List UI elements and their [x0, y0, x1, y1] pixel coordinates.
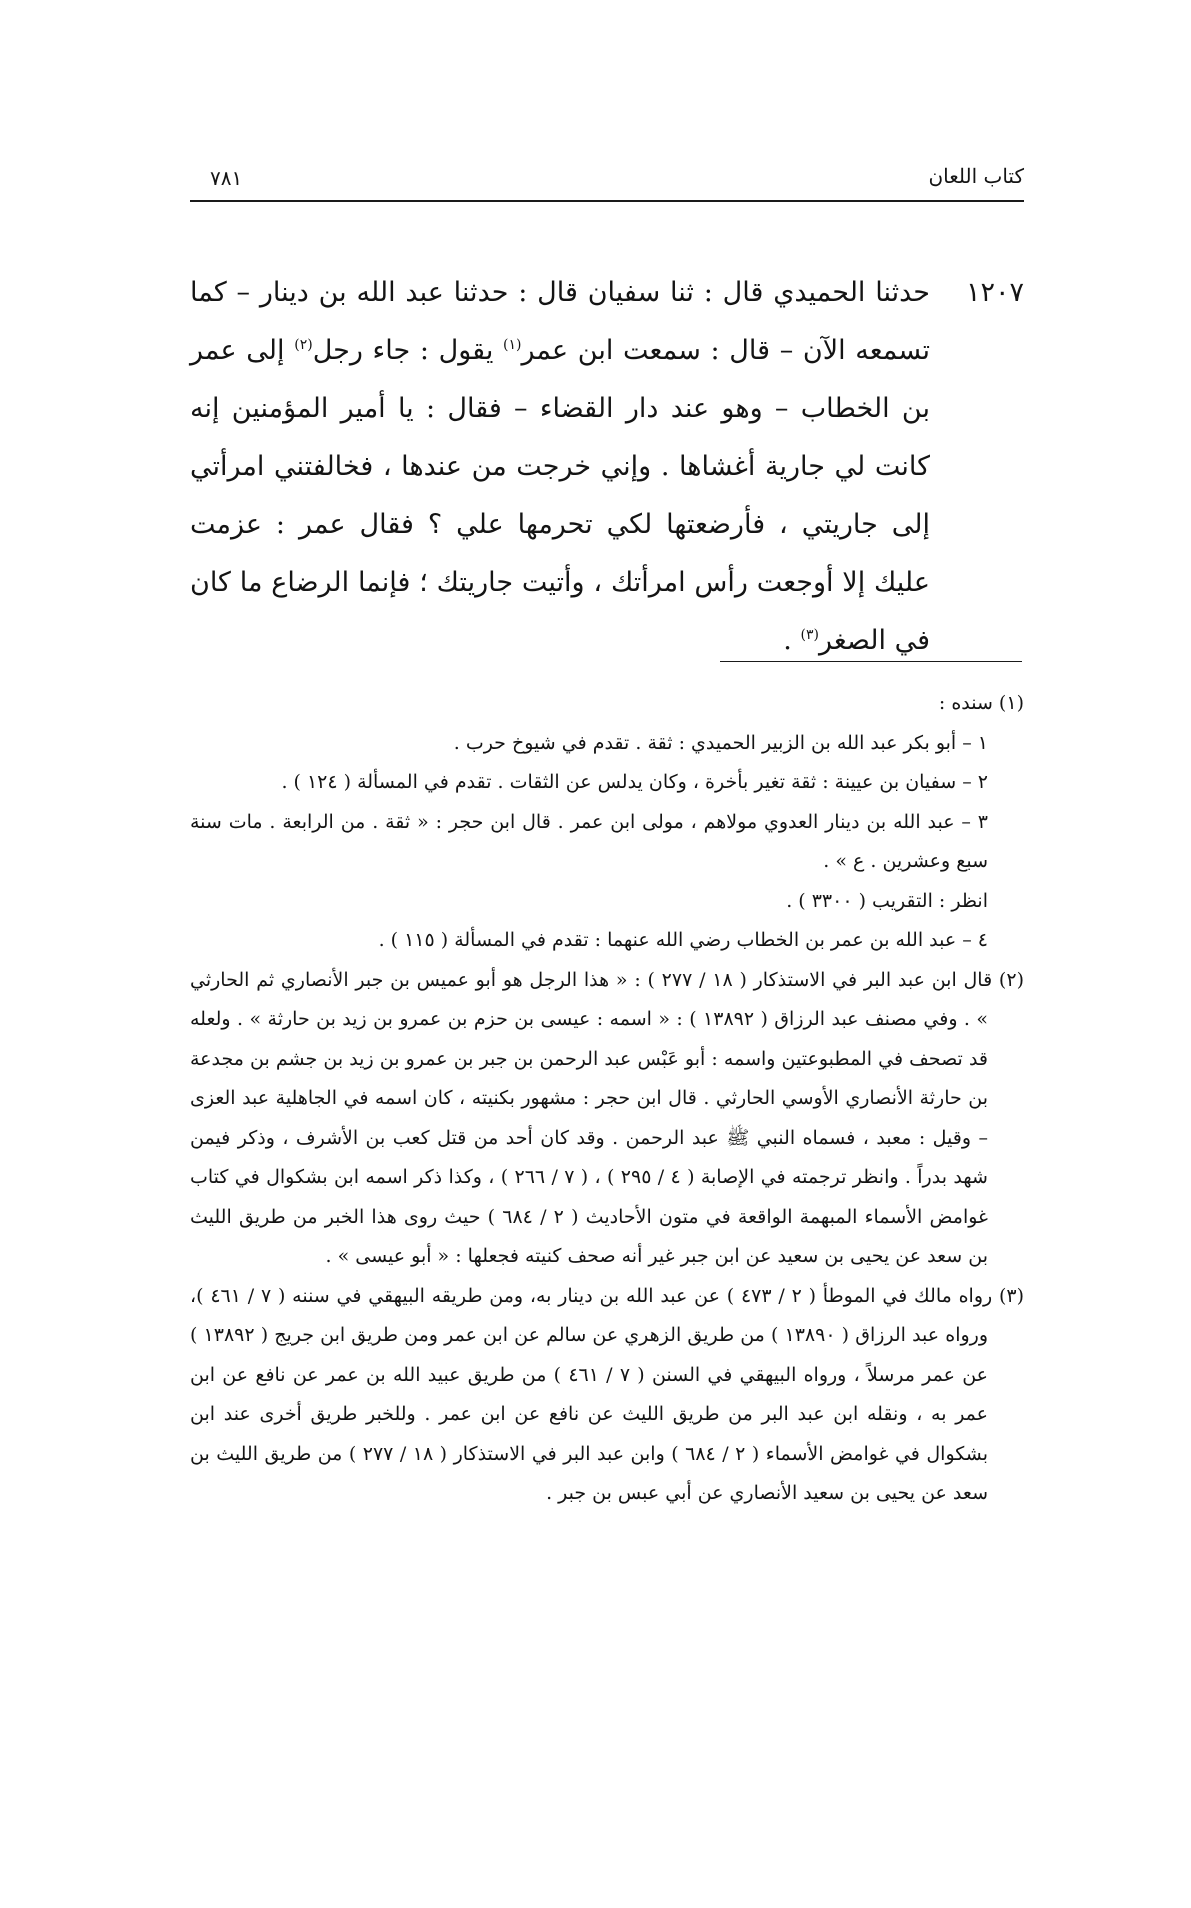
footnote-ref-3: (٣) — [800, 627, 819, 643]
footnotes — [190, 684, 1024, 1514]
hadith-text — [190, 264, 930, 670]
hadith-number: ١٢٠٧ — [965, 277, 1024, 308]
narrator-2: ٢ – سفيان بن عيينة : ثقة تغير بأخرة ، وكان يدلس عن الثقات . تقدم في المسألة ( ١٢٤ ) . — [281, 771, 988, 793]
page-header — [190, 160, 1024, 202]
narrator-1: ١ – أبو بكر عبد الله بن الزبير الحميدي : ثقة . تقدم في شيوخ حرب . — [453, 731, 988, 754]
page-number: ٧٨١ — [210, 166, 243, 190]
narrator-3: ٣ – عبد الله بن دينار العدوي مولاهم ، مولى ابن عمر . قال ابن حجر : « ثقة . من الرابعة . مات سنة سبع وعشرين . ع » . — [190, 810, 988, 872]
narrator-3-reference: انظر : التقريب ( ٣٣٠٠ ) . — [786, 889, 988, 912]
footnote-ref-1: (١) — [503, 337, 522, 353]
hadith-entry — [190, 264, 1024, 670]
footnote-2: (٢) قال ابن عبد البر في الاستذكار ( ١٨ / ٢٧٧ ) : « هذا الرجل هو أبو عميس بن جبر الأنصاري ثم الحارثي » . وفي مصنف عبد الرزاق ( ١٣٨٩٢ ) : « اسمه : عيسى بن حزم بن عمرو بن زيد بن حارثة » . ولعله قد تصحف في المطبوعتين واسمه : أبو عَبْس عبد الرحمن بن جبر بن عمرو بن زيد بن جشم بن مجدعة بن حارثة الأنصاري الأوسي الحارثي . قال ابن حجر : مشهور بكنيته ، كان اسمه في الجاهلية عبد العزى – وقيل : معبد ، فسماه النبي ﷺ عبد الرحمن . وقد كان أحد من قتل كعب بن الأشرف ، وذكر فيمن شهد بدراً . وانظر ترجمته في الإصابة ( ٤ / ٢٩٥ ) ، ( ٧ / ٢٦٦ ) ، وكذا ذكر اسمه ابن بشكوال في كتاب غوامض الأسماء المبهمة الواقعة في متون الأحاديث ( ٢ / ٦٨٤ ) حيث روى هذا الخبر من طريق الليث بن سعد عن يحيى بن سعيد عن ابن جبر غير أنه صحف كنيته فجعلها : « أبو عيسى » . — [190, 968, 1024, 1267]
footnote-1 — [190, 684, 1024, 961]
footnote-1-title: (١) سنده : — [938, 692, 1024, 714]
footnote-divider — [720, 661, 1022, 662]
footnote-ref-2: (٢) — [294, 337, 313, 353]
footnote-3: (٣) رواه مالك في الموطأ ( ٢ / ٤٧٣ ) عن عبد الله بن دينار به، ومن طريقه البيهقي في سننه ( ٧ / ٤٦١ )، ورواه عبد الرزاق ( ١٣٨٩٠ ) من طريق الزهري عن سالم عن ابن عمر ومن طريق ابن جريج ( ١٣٨٩٢ ) عن عمر مرسلاً ، ورواه البيهقي في السنن ( ٧ / ٤٦١ ) من طريق عبيد الله بن عمر عن نافع عن ابن عمر به ، ونقله ابن عبد البر من طريق الليث عن نافع عن ابن عمر . وللخبر طريق أخرى عند ابن بشكوال في غوامض الأسماء ( ٢ / ٦٨٤ ) وابن عبد البر في الاستذكار ( ١٨ / ٢٧٧ ) من طريق الليث بن سعد عن يحيى بن سعيد الأنصاري عن أبي عبس بن جبر . — [190, 1284, 1025, 1504]
hadith-text-part: إلى عمر بن الخطاب – وهو عند دار القضاء – فقال : يا أمير المؤمنين إنه كانت لي جارية أغشاها . وإني خرجت من عندها ، فخالفتني امرأتي إلى جاريتي ، فأرضعتها لكي تحرمها علي ؟ فقال عمر : عزمت عليك إلا أوجعت رأس امرأتك ، وأتيت جاريتك ؛ فإنما الرضاع ما كان في الصغر — [190, 335, 930, 656]
hadith-text-part: حدثنا الحميدي قال : ثنا سفيان قال : حدثنا عبد الله بن دينار – كما تسمعه الآن – قال : سمعت ابن عمر — [190, 277, 930, 366]
narrator-4: ٤ – عبد الله بن عمر بن الخطاب رضي الله عنهما : تقدم في المسألة ( ١١٥ ) . — [378, 929, 988, 951]
hadith-text-part: يقول : جاء رجل — [312, 335, 504, 366]
hadith-text-end: . — [783, 625, 801, 656]
running-title: كتاب اللعان — [928, 164, 1024, 188]
